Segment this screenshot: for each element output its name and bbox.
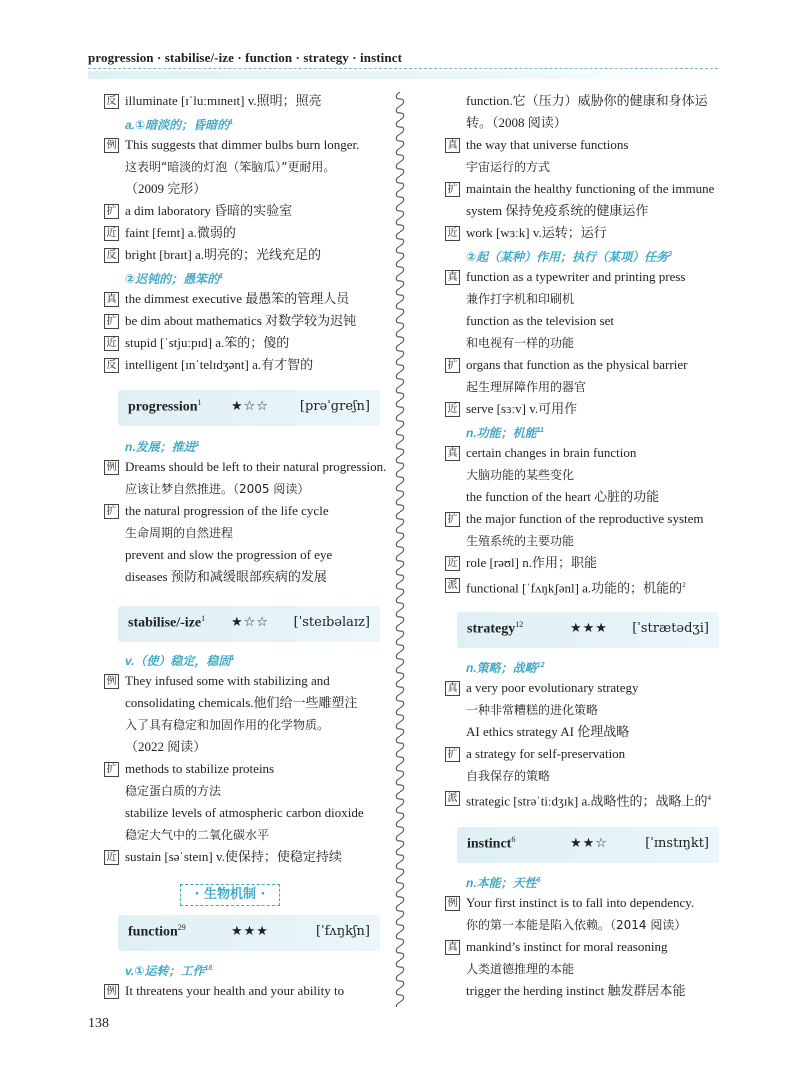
- label-tag: 例: [104, 138, 119, 153]
- running-header: progression · stabilise/-ize · function · strategy · instinct: [88, 50, 403, 65]
- example-line: 例 Dreams should be left to their natural progression.: [104, 456, 389, 478]
- strategy-body: [445, 655, 730, 809]
- example-line: 扩 the natural progression of the life cycle: [104, 500, 389, 522]
- progression-body: [104, 434, 389, 588]
- label-tag: 扩: [104, 762, 119, 777]
- text-line: prevent and slow the progression of eye: [125, 547, 333, 562]
- example-line: 近 sustain [səˈsteɪn] v.使保持；使稳定持续: [104, 846, 389, 868]
- text-line: trigger the herding instinct 触发群居本能: [466, 983, 686, 998]
- sense-label: n.本能；天性$^6$: [466, 876, 541, 890]
- example-line: 真 certain changes in brain function: [445, 442, 730, 464]
- label-tag: 真: [104, 292, 119, 307]
- example-line: 扩 methods to stabilize proteins: [104, 758, 389, 780]
- example-line: 反 bright [braɪt] a.明亮的；光线充足的: [104, 244, 389, 266]
- label-tag: 近: [445, 402, 460, 417]
- label-tag: 近: [104, 850, 119, 865]
- example-line: 近 serve [sɜːv] v.可用作: [445, 398, 730, 420]
- label-tag: 反: [104, 248, 119, 263]
- star-rating: ★★★: [231, 924, 269, 939]
- text-line: 人类道德推理的本能: [466, 962, 575, 976]
- text-line: 应该让梦自然推进。（2005 阅读）: [125, 482, 310, 496]
- label-tag: 真: [445, 940, 460, 955]
- example-line: 派 functional [ˈfʌŋkʃənl] a.功能的；机能的$^2$: [445, 574, 730, 596]
- label-tag: 派: [445, 578, 460, 593]
- example-line: 例 This suggests that dimmer bulbs burn longer.: [104, 134, 389, 156]
- text-line: 起生理屏障作用的器官: [466, 380, 587, 394]
- example-line: 例 It threatens your health and your ability to: [104, 980, 389, 1002]
- sense-label: a.①暗淡的；昏暗的$^1$: [125, 118, 234, 132]
- text-line: （2022 阅读）: [125, 739, 207, 754]
- stabilise-body: [104, 648, 389, 868]
- label-tag: 派: [445, 791, 460, 806]
- text-line: 一种非常糟糕的进化策略: [466, 703, 599, 717]
- label-tag: 近: [445, 556, 460, 571]
- label-tag: 真: [445, 138, 460, 153]
- example-line: 真 the way that universe functions: [445, 134, 730, 156]
- text-line: 这表明“暗淡的灯泡（笨脑瓜）”更耐用。: [125, 160, 336, 174]
- label-tag: 近: [104, 226, 119, 241]
- dim-entry-continuation: [104, 90, 389, 376]
- text-line: function as the television set: [466, 313, 615, 328]
- example-line: 真 function as a typewriter and printing press: [445, 266, 730, 288]
- text-line: 生命周期的自然进程: [125, 526, 234, 540]
- example-line: 扩 a strategy for self-preservation: [445, 743, 730, 765]
- sense-label: ②迟钝的；愚笨的$^1$: [125, 272, 224, 286]
- label-tag: 扩: [445, 182, 460, 197]
- example-line: 例 Your first instinct is to fall into dependency.: [445, 892, 730, 914]
- headword: stabilise/-ize$^1$: [128, 614, 206, 631]
- label-tag: 例: [445, 896, 460, 911]
- text-line: system 保持免疫系统的健康运作: [466, 203, 649, 218]
- label-tag: 真: [445, 681, 460, 696]
- text-line: 兼作打字机和印刷机: [466, 292, 575, 306]
- text-line: the function of the heart 心脏的功能: [466, 489, 660, 504]
- pronunciation: [ˈsteɪbəlaɪz]: [293, 615, 370, 630]
- sense-label: ②起（某种）作用；执行（某项）任务$^3$: [466, 250, 673, 264]
- headword: function$^{29}$: [128, 923, 186, 940]
- sense-label: n.策略；战略$^{12}$: [466, 661, 545, 675]
- sense-label: n.发展；推进$^1$: [125, 440, 200, 454]
- example-line: 扩 organs that function as the physical barrier: [445, 354, 730, 376]
- example-line: 扩 the major function of the reproductive system: [445, 508, 730, 530]
- example-line: 扩 a dim laboratory 昏暗的实验室: [104, 200, 389, 222]
- text-line: 宇宙运行的方式: [466, 160, 551, 174]
- function-body-right: [445, 90, 730, 596]
- label-tag: 真: [445, 270, 460, 285]
- headword-box-progression: [118, 390, 380, 426]
- star-rating: ★★☆: [570, 836, 608, 851]
- text-line: 自我保存的策略: [466, 769, 551, 783]
- star-rating: ★☆☆: [231, 399, 269, 414]
- star-rating: ★☆☆: [231, 615, 269, 630]
- label-tag: 反: [104, 358, 119, 373]
- label-tag: 反: [104, 94, 119, 109]
- label-tag: 扩: [445, 358, 460, 373]
- label-tag: 扩: [104, 504, 119, 519]
- text-line: 你的第一本能是陷入依赖。（2014 阅读）: [466, 918, 687, 932]
- text-line: 大脑功能的某些变化: [466, 468, 575, 482]
- star-rating: ★★★: [570, 621, 608, 636]
- example-line: 近 stupid [ˈstjuːpɪd] a.笨的；傻的: [104, 332, 389, 354]
- headword: instinct$^6$: [467, 835, 516, 852]
- section-label: · 生物机制 ·: [180, 884, 280, 906]
- sense-label: v.①运转；工作$^{18}$: [125, 964, 213, 978]
- label-tag: 例: [104, 460, 119, 475]
- headword: progression$^1$: [128, 398, 202, 415]
- example-line: 真 the dimmest executive 最愚笨的管理人员: [104, 288, 389, 310]
- example-line: 反 intelligent [ɪnˈtelɪdʒənt] a.有才智的: [104, 354, 389, 376]
- left-column: [104, 90, 389, 376]
- label-tag: 例: [104, 984, 119, 999]
- label-tag: 近: [104, 336, 119, 351]
- header-band: [88, 71, 718, 79]
- text-line: （2009 完形）: [125, 181, 207, 196]
- text-line: stabilize levels of atmospheric carbon dioxide: [125, 805, 364, 820]
- text-line: 稳定大气中的二氧化碳水平: [125, 828, 270, 842]
- label-tag: 真: [445, 446, 460, 461]
- headword-box-strategy: [457, 612, 719, 648]
- example-line: 扩 maintain the healthy functioning of the immune: [445, 178, 730, 200]
- text-line: 和电视有一样的功能: [466, 336, 575, 350]
- example-line: 派 strategic [strəˈtiːdʒɪk] a.战略性的；战略上的$^4$: [445, 787, 730, 809]
- text-line: consolidating chemicals.他们给一些雕塑注: [125, 695, 358, 710]
- headword-box-function: [118, 915, 380, 951]
- example-line: 扩 be dim about mathematics 对数学较为迟钝: [104, 310, 389, 332]
- function-body-left: [104, 958, 389, 1002]
- label-tag: 例: [104, 674, 119, 689]
- label-tag: 扩: [445, 747, 460, 762]
- example-line: 真 mankind’s instinct for moral reasoning: [445, 936, 730, 958]
- label-tag: 扩: [445, 512, 460, 527]
- headword-box-stabilise: [118, 606, 380, 642]
- example-line: 真 a very poor evolutionary strategy: [445, 677, 730, 699]
- label-tag: 扩: [104, 204, 119, 219]
- example-line: 近 faint [feɪnt] a.微弱的: [104, 222, 389, 244]
- binding-spine: [393, 92, 407, 1007]
- text-line: 入了具有稳定和加固作用的化学物质。: [125, 718, 330, 732]
- header-divider: [88, 68, 718, 69]
- example-line: 近 work [wɜːk] v.运转；运行: [445, 222, 730, 244]
- instinct-body: [445, 870, 730, 1002]
- example-line: 近 role [rəʊl] n.作用；职能: [445, 552, 730, 574]
- pronunciation: [ˈfʌŋkʃn]: [315, 924, 370, 939]
- sense-label: n.功能；机能$^{11}$: [466, 426, 544, 440]
- text-line: AI ethics strategy AI 伦理战略: [466, 724, 630, 739]
- text-line: 转。（2008 阅读）: [466, 115, 567, 130]
- sense-label: v.（使）稳定，稳固$^1$: [125, 654, 235, 668]
- headword-box-instinct: [457, 827, 719, 863]
- text-line: 生殖系统的主要功能: [466, 534, 575, 548]
- headword: strategy$^{12}$: [467, 620, 524, 637]
- text-line: diseases 预防和减缓眼部疾病的发展: [125, 569, 327, 584]
- page-number: 138: [88, 1016, 109, 1031]
- example-line: 例 They infused some with stabilizing and: [104, 670, 389, 692]
- pronunciation: [prəˈgreʃn]: [299, 399, 370, 414]
- label-tag: 近: [445, 226, 460, 241]
- pronunciation: [ˈɪnstɪŋkt]: [645, 836, 709, 851]
- pronunciation: [ˈstrætədʒi]: [632, 621, 709, 636]
- label-tag: 扩: [104, 314, 119, 329]
- text-line: 稳定蛋白质的方法: [125, 784, 222, 798]
- text-line: function.它（压力）威胁你的健康和身体运: [466, 93, 708, 108]
- example-line: 反 illuminate [ɪˈluːmɪneɪt] v.照明；照亮: [104, 90, 389, 112]
